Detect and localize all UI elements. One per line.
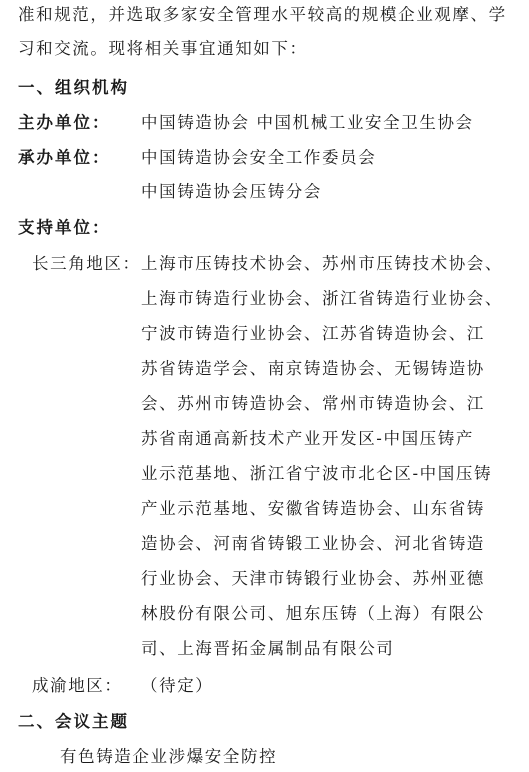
yangtze-line-7: 业示范基地、浙江省宁波市北仑区-中国压铸 — [141, 464, 493, 483]
chengyu-label: 成渝地区： — [32, 676, 123, 695]
yangtze-line-12: 司、上海晋拓金属制品有限公司 — [141, 639, 395, 658]
chengyu-value: （待定） — [141, 676, 214, 695]
intro-line-2: 习和交流。现将相关事宜通知如下： — [18, 39, 308, 58]
topic-text: 有色铸造企业涉爆安全防控 — [60, 747, 278, 766]
yangtze-line-8: 产业示范基地、安徽省铸造协会、山东省铸 — [141, 499, 485, 518]
organizer-label: 承办单位： — [18, 148, 111, 167]
yangtze-line-11: 林股份有限公司、旭东压铸（上海）有限公 — [141, 604, 485, 623]
yangtze-line-5: 会、苏州市铸造协会、常州市铸造协会、江 — [141, 394, 485, 413]
yangtze-line-10: 行业协会、天津市铸锻行业协会、苏州亚德 — [141, 569, 485, 588]
yangtze-line-2: 上海市铸造行业协会、浙江省铸造行业协会、 — [141, 289, 503, 308]
section-heading-organization: 一、组织机构 — [18, 78, 129, 97]
yangtze-label: 长三角地区： — [32, 254, 141, 273]
support-label: 支持单位： — [18, 218, 111, 237]
yangtze-line-1: 上海市压铸技术协会、苏州市压铸技术协会、 — [141, 254, 503, 273]
yangtze-line-3: 宁波市铸造行业协会、江苏省铸造协会、江 — [141, 324, 485, 343]
organizer-value-2: 中国铸造协会压铸分会 — [141, 182, 322, 201]
host-value: 中国铸造协会 中国机械工业安全卫生协会 — [141, 113, 474, 132]
intro-line-1: 准和规范，并选取多家安全管理水平较高的规模企业观摩、学 — [18, 5, 507, 24]
host-label: 主办单位： — [18, 113, 111, 132]
section-heading-topic: 二、会议主题 — [18, 712, 129, 731]
organizer-value-1: 中国铸造协会安全工作委员会 — [141, 148, 377, 167]
yangtze-line-4: 苏省铸造学会、南京铸造协会、无锡铸造协 — [141, 359, 485, 378]
yangtze-line-9: 造协会、河南省铸锻工业协会、河北省铸造 — [141, 534, 485, 553]
yangtze-line-6: 苏省南通高新技术产业开发区-中国压铸产 — [141, 429, 474, 448]
